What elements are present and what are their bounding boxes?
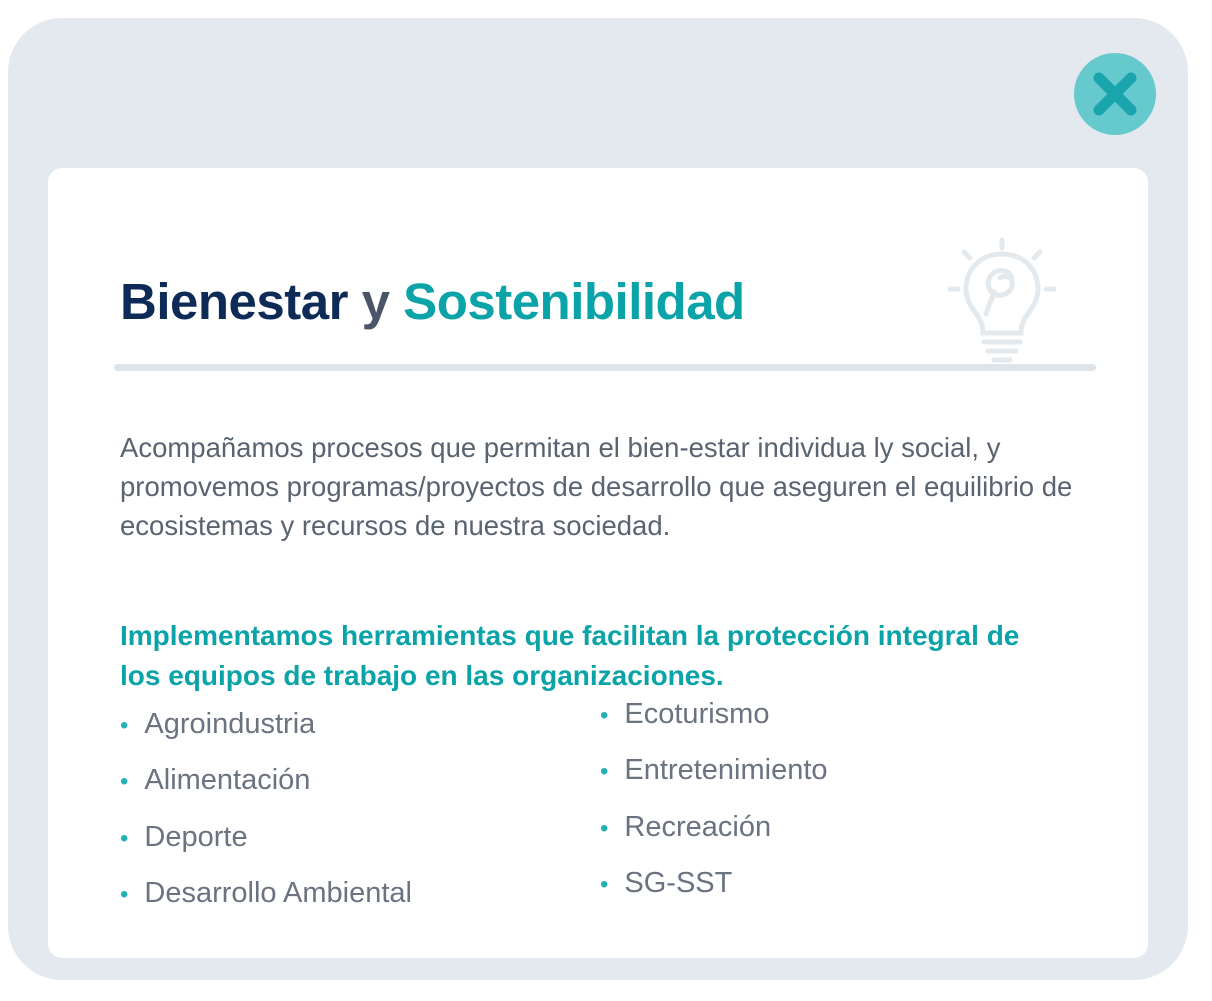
list-item — [120, 821, 600, 854]
list-item — [600, 698, 1060, 731]
title-divider — [114, 364, 1096, 371]
title-part-conjunction: y — [361, 272, 390, 330]
bullet-icon: • — [600, 871, 609, 899]
service-list-right — [600, 698, 1060, 933]
bullet-icon: • — [600, 758, 609, 786]
modal-card — [48, 168, 1148, 958]
list-item — [120, 708, 600, 741]
modal-outer-panel — [8, 18, 1188, 980]
bullet-icon: • — [120, 824, 129, 852]
list-item — [120, 877, 600, 910]
close-button[interactable] — [1074, 53, 1156, 135]
list-item-label: Deporte — [144, 820, 248, 853]
list-item — [120, 764, 600, 797]
list-item — [600, 811, 1060, 844]
list-item-label: Desarrollo Ambiental — [144, 877, 412, 910]
bullet-icon: • — [600, 814, 609, 842]
highlight-paragraph: Implementamos herramientas que facilitan la protección integral de los equipos de trabajo en las organizaciones. — [120, 620, 1020, 691]
bullet-icon: • — [600, 702, 609, 729]
bullet-icon: • — [120, 712, 129, 739]
title-part-primary: Bienestar — [120, 272, 348, 330]
list-item-label: SG-SST — [624, 867, 733, 900]
bullet-icon: • — [120, 768, 129, 796]
list-item-label: Ecoturismo — [624, 698, 770, 730]
title-row — [120, 236, 1080, 368]
list-item-label: Entretenimiento — [624, 754, 828, 787]
bullet-icon: • — [120, 881, 129, 909]
title-part-accent: Sostenibilidad — [403, 272, 745, 330]
lightbulb-idea-icon — [946, 236, 1058, 368]
page-title — [120, 274, 745, 330]
list-item — [600, 867, 1060, 900]
list-item-label: Recreación — [624, 810, 772, 843]
service-lists — [120, 698, 1100, 933]
list-item-label: Alimentación — [144, 764, 311, 797]
description-paragraph: Acompañamos procesos que permitan el bien-estar individua ly social, y promovemos programas/proyectos de desarrollo que aseguren el equilibrio de ecosistemas y recursos de nuestra sociedad. — [120, 431, 1073, 541]
list-item-label: Agroindustria — [144, 708, 316, 740]
list-item — [600, 754, 1060, 787]
service-list-left — [120, 698, 600, 933]
close-icon — [1092, 71, 1138, 117]
